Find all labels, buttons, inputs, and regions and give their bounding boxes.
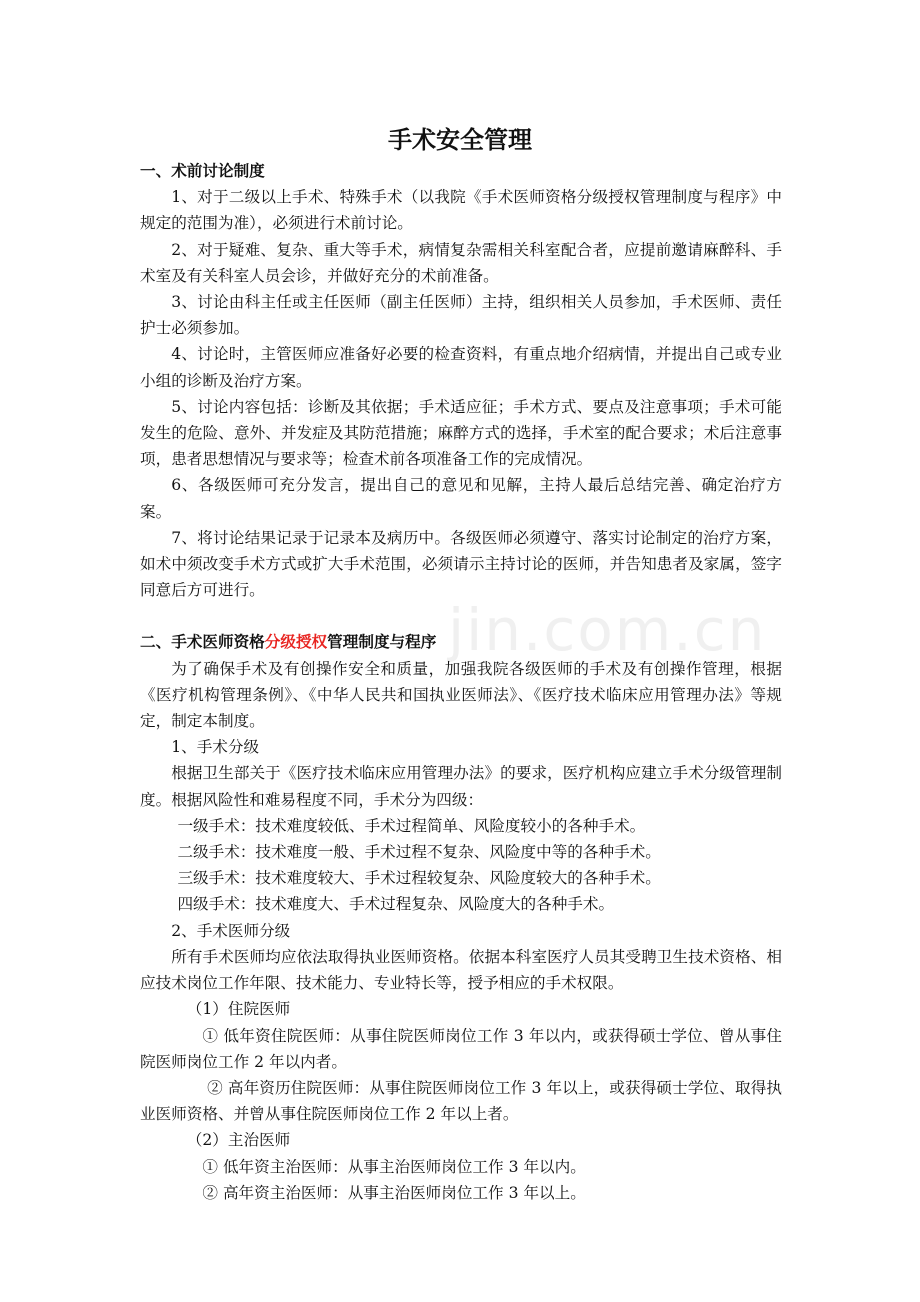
- section-1-item-1: 1、对于二级以上手术、特殊手术（以我院《手术医师资格分级授权管理制度与程序》中规定的范围为准），必须进行术前讨论。: [140, 188, 782, 233]
- attending-physician-item-1: ① 低年资主治医师：从事主治医师岗位工作 3 年以内。: [202, 1157, 586, 1176]
- section-2-heading-suffix: 管理制度与程序: [327, 633, 437, 652]
- resident-physician-item-2: ② 高年资历住院医师：从事住院医师岗位工作 3 年以上，或获得硕士学位、取得执业医师资格、并曾从事住院医师岗位工作 2 年以上者。: [140, 1078, 782, 1124]
- document-title: 手术安全管理: [388, 126, 532, 154]
- subsection-surgery-grading-title: 1、手术分级: [171, 738, 260, 757]
- subsection-surgeon-grading-text: 所有手术医师均应依法取得执业医师资格。依据本科室医疗人员其受聘卫生技术资格、相应技术岗位工作年限、技术能力、专业特长等，授予相应的手术权限。: [140, 947, 782, 993]
- section-2-heading: [140, 629, 782, 655]
- surgery-grade-3: 三级手术：技术难度较大、手术过程较复杂、风险度较大的各种手术。: [177, 869, 661, 888]
- attending-physician-title: （2）主治医师: [186, 1131, 291, 1150]
- subsection-surgery-grading-text: 根据卫生部关于《医疗技术临床应用管理办法》的要求，医疗机构应建立手术分级管理制度。根据风险性和难易程度不同，手术分为四级：: [140, 764, 782, 809]
- section-1-item-3: 3、讨论由科主任或主任医师（副主任医师）主持，组织相关人员参加，手术医师、责任护士必须参加。: [140, 293, 782, 338]
- section-1-item-2: 2、对于疑难、复杂、重大等手术，病情复杂需相关科室配合者，应提前邀请麻醉科、手术室及有关科室人员会诊，并做好充分的术前准备。: [140, 240, 782, 285]
- attending-physician-item-2: ② 高年资主治医师：从事主治医师岗位工作 3 年以上。: [202, 1183, 586, 1202]
- section-2-heading-highlight: 分级授权: [264, 633, 328, 652]
- section-spacer: [140, 603, 782, 629]
- section-1-item-6: 6、各级医师可充分发言，提出自己的意见和见解，主持人最后总结完善、确定治疗方案。: [140, 476, 782, 521]
- section-1-heading: 一、术前讨论制度: [140, 162, 265, 180]
- document-body: [140, 158, 782, 1206]
- surgery-grade-4: 四级手术：技术难度大、手术过程复杂、风险度大的各种手术。: [177, 895, 615, 914]
- resident-physician-title: （1）住院医师: [186, 1000, 291, 1019]
- watermark: jin.com.cn: [448, 596, 767, 664]
- surgery-grade-1: 一级手术：技术难度较低、手术过程简单、风险度较小的各种手术。: [177, 816, 646, 835]
- resident-physician-item-1: ① 低年资住院医师：从事住院医师岗位工作 3 年以内，或获得硕士学位、曾从事住院医师岗位工作 2 年以内者。: [140, 1026, 782, 1071]
- subsection-surgeon-grading-title: 2、手术医师分级: [171, 921, 291, 940]
- section-2-intro: 为了确保手术及有创操作安全和质量，加强我院各级医师的手术及有创操作管理，根据《医疗机构管理条例》、《中华人民共和国执业医师法》、《医疗技术临床应用管理办法》等规定，制定本制度。: [140, 659, 782, 731]
- section-1-item-7: 7、将讨论结果记录于记录本及病历中。各级医师必须遵守、落实讨论制定的治疗方案，如术中须改变手术方式或扩大手术范围，必须请示主持讨论的医师，并告知患者及家属，签字同意后方可进行。: [140, 528, 782, 600]
- section-2-heading-prefix: 二、手术医师资格: [140, 633, 265, 652]
- section-1-item-4: 4、讨论时，主管医师应准备好必要的检查资料，有重点地介绍病情，并提出自己或专业小组的诊断及治疗方案。: [140, 345, 782, 390]
- section-1-item-5: 5、讨论内容包括：诊断及其依据；手术适应征；手术方式、要点及注意事项；手术可能发生的危险、意外、并发症及其防范措施；麻醉方式的选择，手术室的配合要求；术后注意事项，患者思想情况与要求等；检查术前各项准备工作的完成情况。: [140, 397, 782, 469]
- surgery-grade-2: 二级手术：技术难度一般、手术过程不复杂、风险度中等的各种手术。: [177, 843, 661, 862]
